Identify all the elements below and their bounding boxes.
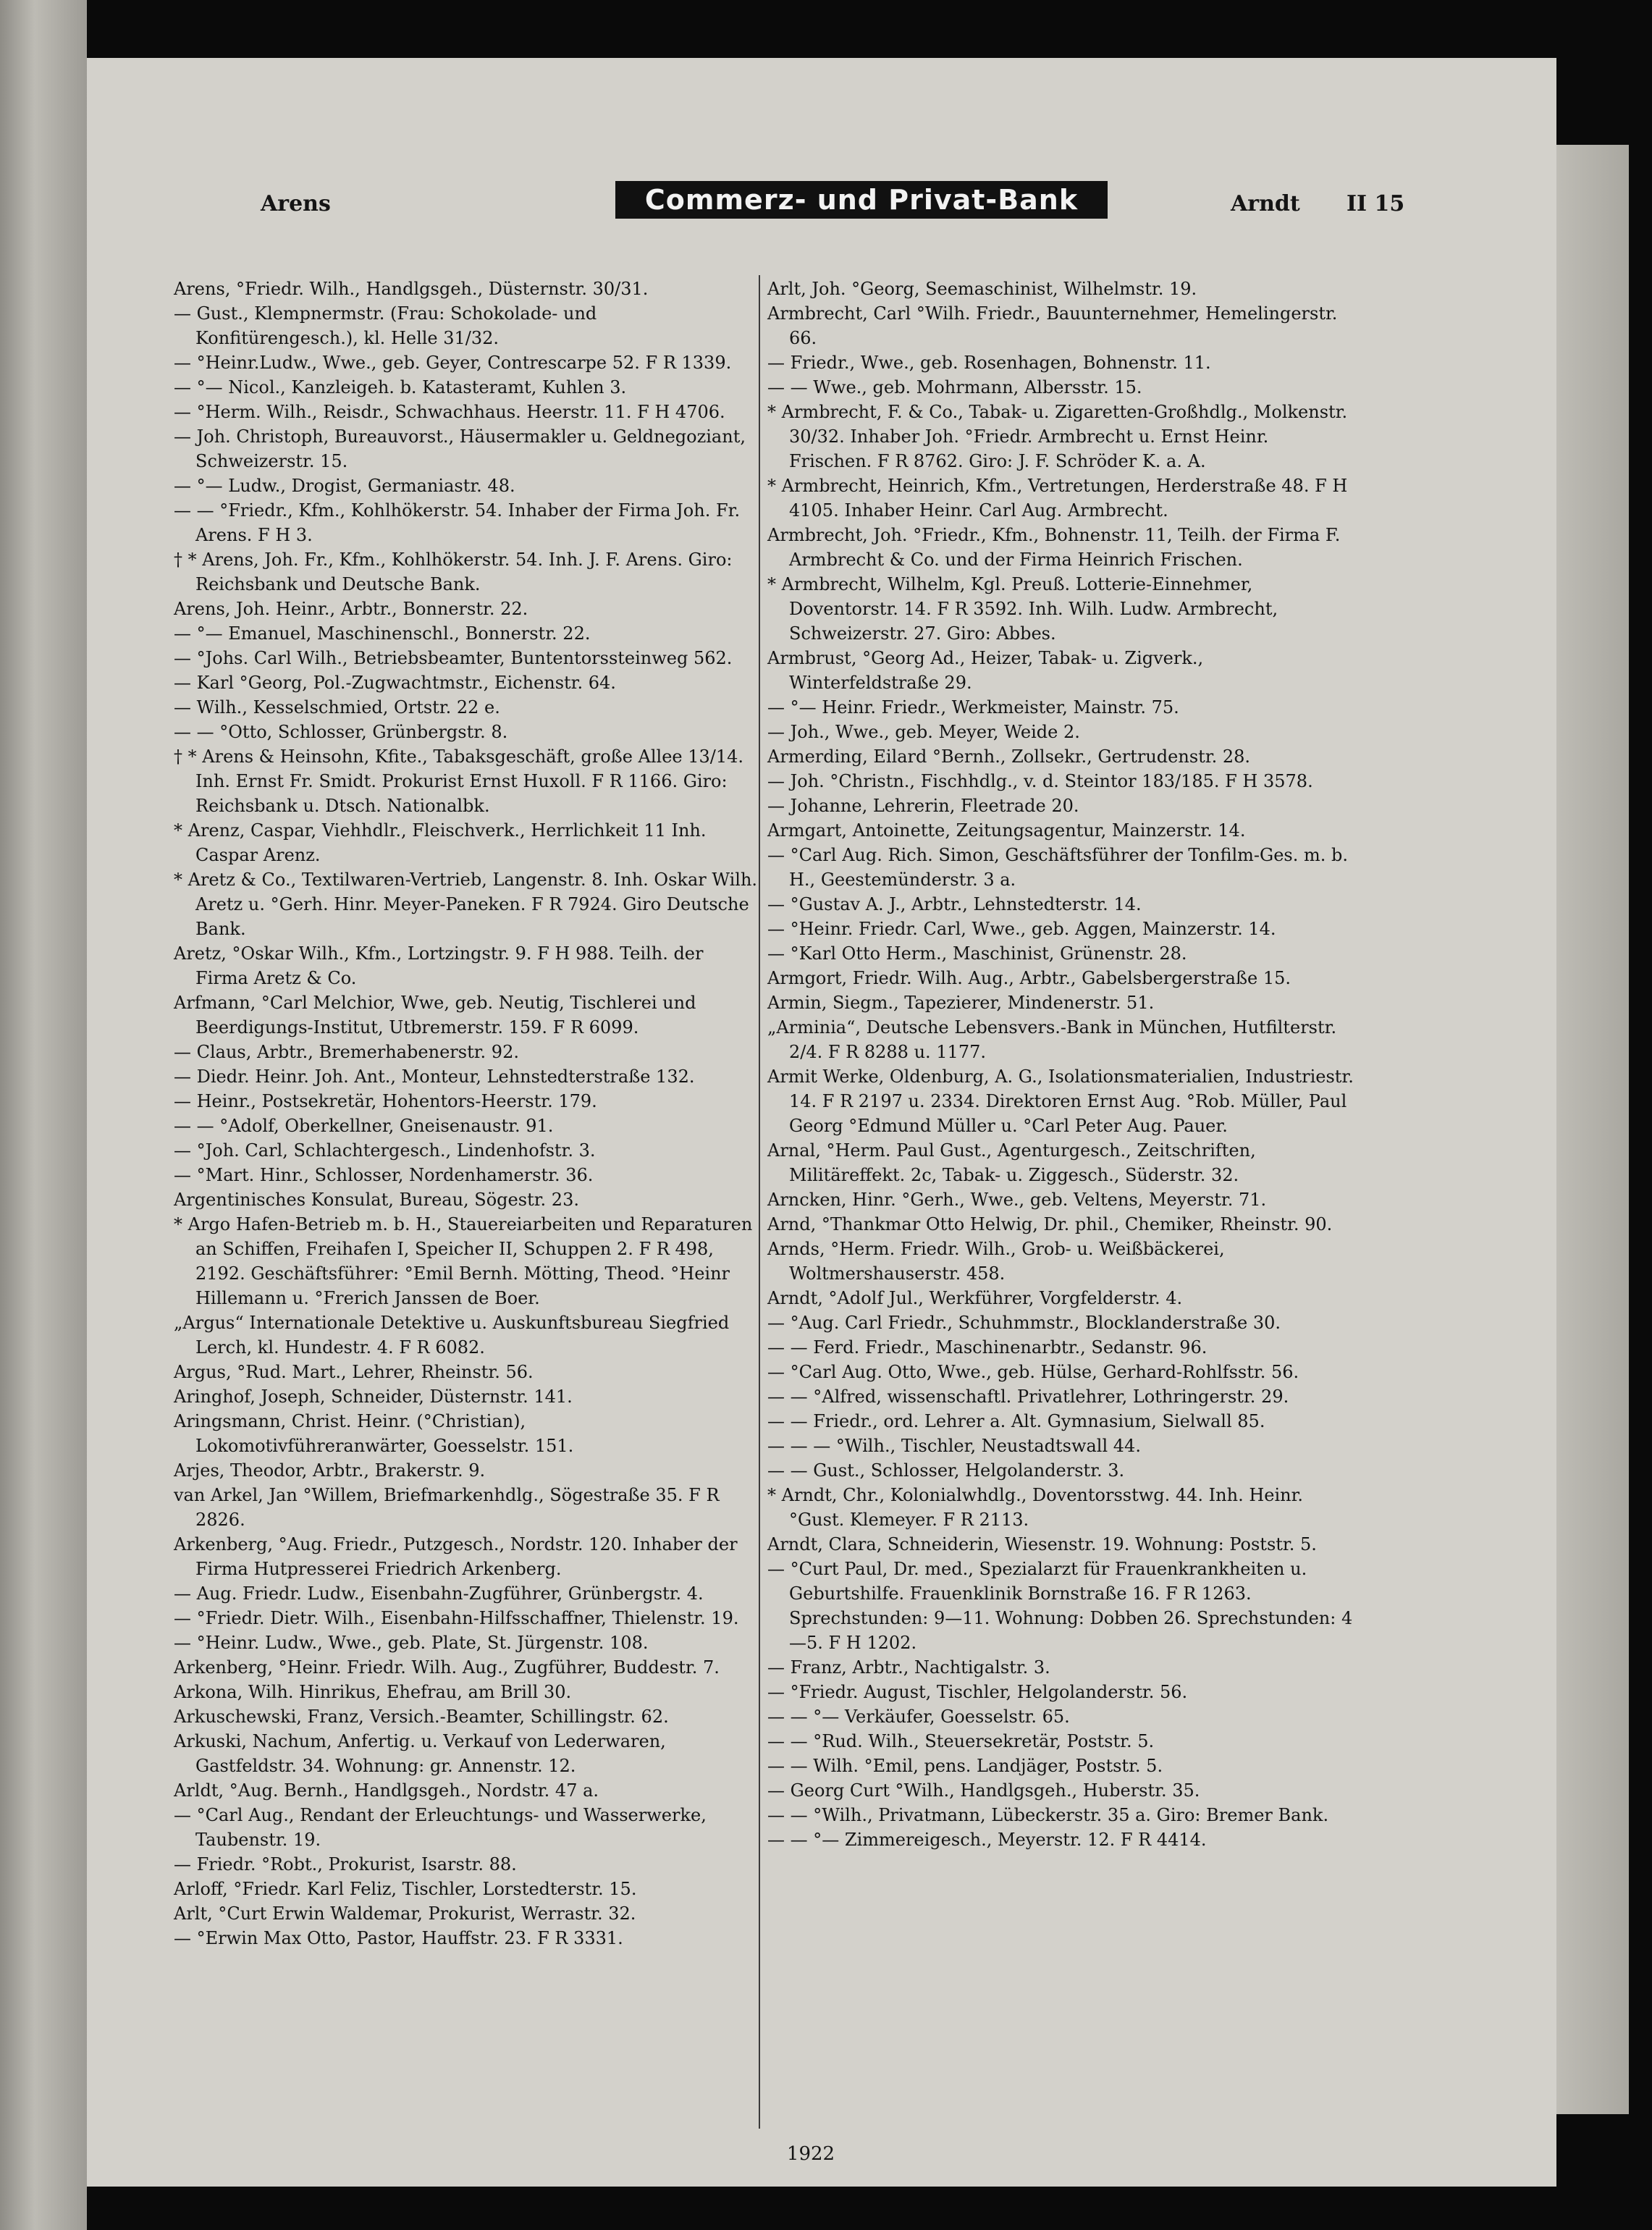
directory-entry: Arkuski, Nachum, Anfertig. u. Verkauf von Lederwaren, Gastfeldstr. 34. Wohnung: gr. Annenstr. 12. [174, 1731, 666, 1776]
directory-entry: Arkuschewski, Franz, Versich.-Beamter, Schillingstr. 62. [174, 1707, 669, 1727]
directory-entry: — — °Rud. Wilh., Steuersekretär, Poststr. 5. [767, 1731, 1155, 1751]
directory-entry: Arndt, °Adolf Jul., Werkführer, Vorgfelderstr. 4. [767, 1288, 1183, 1308]
directory-entry: — — °Wilh., Privatmann, Lübeckerstr. 35 a. Giro: Bremer Bank. [767, 1805, 1329, 1825]
page-number: II 15 [1347, 191, 1405, 216]
column-divider [759, 275, 760, 2129]
directory-entry: — °Karl Otto Herm., Maschinist, Grünenstr. 28. [767, 943, 1187, 964]
directory-entry: — — °Friedr., Kfm., Kohlhökerstr. 54. Inhaber der Firma Joh. Fr. Arens. F H 3. [174, 500, 741, 545]
directory-entry: Armbrecht, Carl °Wilh. Friedr., Bauunternehmer, Hemelingerstr. 66. [767, 303, 1338, 348]
directory-entry: — °Aug. Carl Friedr., Schuhmmstr., Blocklanderstraße 30. [767, 1313, 1281, 1333]
directory-entry: — — Wwe., geb. Mohrmann, Albersstr. 15. [767, 377, 1142, 397]
directory-entry: * Aretz & Co., Textilwaren-Vertrieb, Langenstr. 8. Inh. Oskar Wilh. Aretz u. °Gerh. Hinr. Meyer-Paneken. F R 7924. Giro Deutsche Bank. [174, 870, 758, 939]
directory-entry: Arlt, Joh. °Georg, Seemaschinist, Wilhelmstr. 19. [767, 279, 1197, 299]
directory-entry: — °Friedr. August, Tischler, Helgolanderstr. 56. [767, 1682, 1188, 1702]
directory-entry: Arkona, Wilh. Hinrikus, Ehefrau, am Brill 30. [174, 1682, 572, 1702]
directory-entry: — — Ferd. Friedr., Maschinenarbtr., Sedanstr. 96. [767, 1337, 1208, 1358]
header-left-keyword: Arens [261, 191, 331, 216]
directory-entry: Aretz, °Oskar Wilh., Kfm., Lortzingstr. 9. F H 988. Teilh. der Firma Aretz & Co. [174, 943, 704, 988]
directory-entry: — °Carl Aug., Rendant der Erleuchtungs- und Wasserwerke, Taubenstr. 19. [174, 1805, 707, 1850]
directory-entry: van Arkel, Jan °Willem, Briefmarkenhdlg., Sögestraße 35. F R 2826. [174, 1485, 720, 1530]
directory-entry: Armgort, Friedr. Wilh. Aug., Arbtr., Gabelsbergerstraße 15. [767, 968, 1291, 988]
directory-entry: Armgart, Antoinette, Zeitungsagentur, Mainzerstr. 14. [767, 820, 1246, 841]
directory-entry: — — °— Zimmereigesch., Meyerstr. 12. F R 4414. [767, 1830, 1207, 1850]
directory-page [87, 58, 1556, 2187]
directory-entry: „Argus“ Internationale Detektive u. Auskunftsbureau Siegfried Lerch, kl. Hundestr. 4. F R 6082. [174, 1313, 730, 1358]
directory-entry: Arjes, Theodor, Arbtr., Brakerstr. 9. [174, 1460, 486, 1481]
directory-entry: * Arenz, Caspar, Viehhdlr., Fleischverk., Herrlichkeit 11 Inh. Caspar Arenz. [174, 820, 707, 865]
directory-entry: — Karl °Georg, Pol.-Zugwachtmstr., Eichenstr. 64. [174, 673, 616, 693]
directory-entry: Arloff, °Friedr. Karl Feliz, Tischler, Lorstedterstr. 15. [174, 1879, 637, 1899]
directory-entry: — — °Alfred, wissenschaftl. Privatlehrer, Lothringerstr. 29. [767, 1387, 1289, 1407]
directory-entry: Arnal, °Herm. Paul Gust., Agenturgesch., Zeitschriften, Militäreffekt. 2c, Tabak- u. Ziggesch., Süderstr. 32. [767, 1140, 1256, 1185]
directory-entry: Armerding, Eilard °Bernh., Zollsekr., Gertrudenstr. 28. [767, 746, 1251, 767]
directory-entry: * Arndt, Chr., Kolonialwhdlg., Doventorsstwg. 44. Inh. Heinr. °Gust. Klemeyer. F R 2113. [767, 1485, 1304, 1530]
directory-entry: Aringsmann, Christ. Heinr. (°Christian), Lokomotivführeranwärter, Goesselstr. 151. [174, 1411, 574, 1456]
directory-entry: — °Herm. Wilh., Reisdr., Schwachhaus. Heerstr. 11. F H 4706. [174, 402, 725, 422]
page-header [159, 181, 1433, 223]
directory-entry: — Joh. °Christn., Fischhdlg., v. d. Steintor 183/185. F H 3578. [767, 771, 1313, 791]
directory-entry: — °Carl Aug. Otto, Wwe., geb. Hülse, Gerhard-Rohlfsstr. 56. [767, 1362, 1299, 1382]
directory-entry: — °— Nicol., Kanzleigeh. b. Katasteramt, Kuhlen 3. [174, 377, 627, 397]
directory-entry: * Armbrecht, Heinrich, Kfm., Vertretungen, Herderstraße 48. F H 4105. Inhaber Heinr. Carl Aug. Armbrecht. [767, 476, 1348, 521]
directory-entry: Arnds, °Herm. Friedr. Wilh., Grob- u. Weißbäckerei, Woltmershauserstr. 458. [767, 1239, 1225, 1284]
directory-entry: Armin, Siegm., Tapezierer, Mindenerstr. 51. [767, 993, 1155, 1013]
directory-entry: — Friedr., Wwe., geb. Rosenhagen, Bohnenstr. 11. [767, 353, 1211, 373]
directory-entry: Arndt, Clara, Schneiderin, Wiesenstr. 19. Wohnung: Poststr. 5. [767, 1534, 1317, 1554]
directory-entry: — °Heinr. Ludw., Wwe., geb. Plate, St. Jürgenstr. 108. [174, 1633, 649, 1653]
directory-entry: † * Arens, Joh. Fr., Kfm., Kohlhökerstr. 54. Inh. J. F. Arens. Giro: Reichsbank und Deutsche Bank. [174, 550, 733, 594]
directory-entry: — Diedr. Heinr. Joh. Ant., Monteur, Lehnstedterstraße 132. [174, 1066, 695, 1087]
directory-entry: — Wilh., Kesselschmied, Ortstr. 22 e. [174, 697, 500, 718]
directory-entry: Arkenberg, °Heinr. Friedr. Wilh. Aug., Zugführer, Buddestr. 7. [174, 1657, 720, 1678]
directory-entry: — Friedr. °Robt., Prokurist, Isarstr. 88. [174, 1854, 517, 1875]
directory-entry: † * Arens & Heinsohn, Kfite., Tabaksgeschäft, große Allee 13/14. Inh. Ernst Fr. Smidt. Prokurist Ernst Huxoll. F R 1166. Giro: Reichsbank u. Dtsch. Nationalbk. [174, 746, 744, 816]
header-right-keyword: Arndt [1231, 191, 1300, 216]
background-cover-left [0, 0, 87, 2230]
directory-entry: — °Johs. Carl Wilh., Betriebsbeamter, Buntentorssteinweg 562. [174, 648, 733, 668]
directory-entry: Arlt, °Curt Erwin Waldemar, Prokurist, Werrastr. 32. [174, 1903, 636, 1924]
directory-entry: — °Heinr.Ludw., Wwe., geb. Geyer, Contrescarpe 52. F R 1339. [174, 353, 732, 373]
bank-advertisement-banner: Commerz- und Privat-Bank [615, 181, 1108, 219]
directory-entry: — °— Emanuel, Maschinenschl., Bonnerstr. 22. [174, 623, 591, 644]
directory-entry: Argentinisches Konsulat, Bureau, Sögestr. 23. [174, 1190, 579, 1210]
directory-entry: — °Gustav A. J., Arbtr., Lehnstedterstr. 14. [767, 894, 1142, 914]
directory-entry: — — °Adolf, Oberkellner, Gneisenaustr. 91. [174, 1116, 554, 1136]
directory-entry: Arnd, °Thankmar Otto Helwig, Dr. phil., Chemiker, Rheinstr. 90. [767, 1214, 1333, 1234]
directory-entry: — Claus, Arbtr., Bremerhabenerstr. 92. [174, 1042, 519, 1062]
directory-entry: — Aug. Friedr. Ludw., Eisenbahn-Zugführer, Grünbergstr. 4. [174, 1583, 704, 1604]
directory-entry: — Gust., Klempnermstr. (Frau: Schokolade- und Konfitürengesch.), kl. Helle 31/32. [174, 303, 597, 348]
right-column [767, 277, 1354, 1852]
directory-entry: — Joh. Christoph, Bureauvorst., Häusermakler u. Geldnegoziant, Schweizerstr. 15. [174, 426, 746, 471]
directory-entry: — °Heinr. Friedr. Carl, Wwe., geb. Aggen, Mainzerstr. 14. [767, 919, 1276, 939]
directory-entry: Armbrust, °Georg Ad., Heizer, Tabak- u. Zigverk., Winterfeldstraße 29. [767, 648, 1204, 693]
directory-entry: * Armbrecht, Wilhelm, Kgl. Preuß. Lotterie-Einnehmer, Doventorstr. 14. F R 3592. Inh. Wilh. Ludw. Armbrecht, Schweizerstr. 27. Giro: Abbes. [767, 574, 1278, 644]
directory-entry: — °Carl Aug. Rich. Simon, Geschäftsführer der Tonfilm-Ges. m. b. H., Geestemünderstr. 3 a. [767, 845, 1348, 890]
directory-entry: — °Friedr. Dietr. Wilh., Eisenbahn-Hilfsschaffner, Thielenstr. 19. [174, 1608, 739, 1628]
directory-entry: Arncken, Hinr. °Gerh., Wwe., geb. Veltens, Meyerstr. 71. [767, 1190, 1267, 1210]
directory-entry: — — °— Verkäufer, Goesselstr. 65. [767, 1707, 1070, 1727]
directory-entry: Arens, Joh. Heinr., Arbtr., Bonnerstr. 22. [174, 599, 528, 619]
directory-entry: Arens, °Friedr. Wilh., Handlgsgeh., Düsternstr. 30/31. [174, 279, 649, 299]
directory-entry: — — Friedr., ord. Lehrer a. Alt. Gymnasium, Sielwall 85. [767, 1411, 1265, 1431]
directory-entry: — °— Heinr. Friedr., Werkmeister, Mainstr. 75. [767, 697, 1179, 718]
directory-entry: „Arminia“, Deutsche Lebensvers.-Bank in München, Hutfilterstr. 2/4. F R 8288 u. 1177. [767, 1017, 1337, 1062]
directory-entry: Arldt, °Aug. Bernh., Handlgsgeh., Nordstr. 47 a. [174, 1780, 599, 1801]
directory-entry: Arkenberg, °Aug. Friedr., Putzgesch., Nordstr. 120. Inhaber der Firma Hutpresserei Friedrich Arkenberg. [174, 1534, 738, 1579]
directory-entry: — — °Otto, Schlosser, Grünbergstr. 8. [174, 722, 508, 742]
directory-entry: * Argo Hafen-Betrieb m. b. H., Stauereiarbeiten und Reparaturen an Schiffen, Freihafen I, Speicher II, Schuppen 2. F R 498, 2192. Geschäftsführer: °Emil Bernh. Mötting, Theod. °Heinr Hillemann u. °Frerich Janssen de Boer. [174, 1214, 753, 1308]
directory-entry: * Armbrecht, F. & Co., Tabak- u. Zigaretten-Großhdlg., Molkenstr. 30/32. Inhaber Joh. °Friedr. Armbrecht u. Ernst Heinr. Frischen. F R 8762. Giro: J. F. Schröder K. a. A. [767, 402, 1348, 471]
directory-entry: — — — °Wilh., Tischler, Neustadtswall 44. [767, 1436, 1141, 1456]
directory-entry: — Joh., Wwe., geb. Meyer, Weide 2. [767, 722, 1080, 742]
directory-entry: — Georg Curt °Wilh., Handlgsgeh., Huberstr. 35. [767, 1780, 1200, 1801]
directory-entry: — °Joh. Carl, Schlachtergesch., Lindenhofstr. 3. [174, 1140, 596, 1161]
directory-entry: — °Mart. Hinr., Schlosser, Nordenhamerstr. 36. [174, 1165, 594, 1185]
directory-entry: Armit Werke, Oldenburg, A. G., Isolationsmaterialien, Industriestr. 14. F R 2197 u. 2334. Direktoren Ernst Aug. °Rob. Müller, Paul Georg °Edmund Müller u. °Carl Peter Aug. Pauer. [767, 1066, 1354, 1136]
directory-entry: Armbrecht, Joh. °Friedr., Kfm., Bohnenstr. 11, Teilh. der Firma F. Armbrecht & Co. und der Firma Heinrich Frischen. [767, 525, 1341, 570]
directory-entry: — Heinr., Postsekretär, Hohentors-Heerstr. 179. [174, 1091, 597, 1111]
directory-entry: Arfmann, °Carl Melchior, Wwe, geb. Neutig, Tischlerei und Beerdigungs-Institut, Utbremerstr. 159. F R 6099. [174, 993, 696, 1038]
directory-entry: — Johanne, Lehrerin, Fleetrade 20. [767, 796, 1079, 816]
directory-entry: — °Curt Paul, Dr. med., Spezialarzt für Frauenkrankheiten u. Geburtshilfe. Frauenklinik Bornstraße 16. F R 1263. Sprechstunden: 9—11. Wohnung: Dobben 26. Sprechstunden: 4—5. F H 1202. [767, 1559, 1353, 1653]
directory-entry: — Franz, Arbtr., Nachtigalstr. 3. [767, 1657, 1050, 1678]
directory-entry: Argus, °Rud. Mart., Lehrer, Rheinstr. 56. [174, 1362, 534, 1382]
directory-entry: — — Wilh. °Emil, pens. Landjäger, Poststr. 5. [767, 1756, 1163, 1776]
directory-entry: — — Gust., Schlosser, Helgolanderstr. 3. [767, 1460, 1125, 1481]
directory-entry: — °— Ludw., Drogist, Germaniastr. 48. [174, 476, 515, 496]
left-column [174, 277, 760, 1951]
directory-entry: Aringhof, Joseph, Schneider, Düsternstr. 141. [174, 1387, 573, 1407]
directory-entry: — °Erwin Max Otto, Pastor, Hauffstr. 23. F R 3331. [174, 1928, 623, 1948]
page-footer-year: 1922 [786, 2143, 835, 2165]
